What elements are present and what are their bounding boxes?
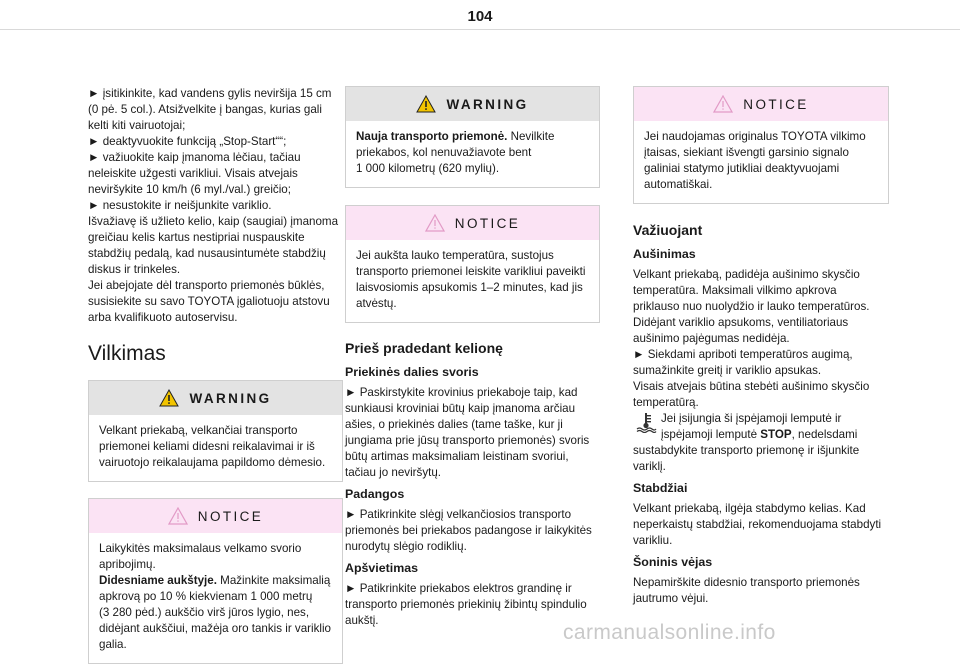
text-line: Jei abejojate dėl transporto priemonės būklės, — [88, 279, 325, 292]
column-2 — [345, 86, 600, 629]
notice-header — [89, 499, 342, 533]
notice-triangle-icon — [713, 95, 733, 113]
notice-triangle-icon — [168, 507, 188, 525]
text-line: automatiškai. — [644, 178, 713, 191]
text-line: varikliu. — [633, 534, 673, 547]
notice-box — [633, 86, 889, 204]
top-rule — [0, 29, 960, 30]
text-line: Velkant priekabą, velkančiai transporto — [99, 424, 298, 437]
text-line: ašies, o priekinės dalies (tame taške, kur ji — [345, 418, 563, 431]
text-line: sunkiausi kroviniai būtų kaip įmanoma arčiau — [345, 402, 576, 415]
text-line: (0 pė. 5 col.). Atsižvelkite į bangas, kurias gali — [88, 103, 322, 116]
text-line: Velkant priekabą, ilgėja stabdymo kelias. Kad — [633, 502, 866, 515]
text-line: priklauso nuo nuolydžio ir lauko temperatūros. — [633, 300, 870, 313]
text-line: Išvažiavę iš užlieto kelio, kaip (saugiai) įmanoma — [88, 215, 339, 228]
text-line: ► Patikrinkite slėgį velkančiosios transporto — [345, 508, 572, 521]
heading-before-trip: Prieš pradedant kelionę — [345, 340, 503, 356]
cooling-text — [633, 267, 889, 475]
warning-triangle-icon — [416, 95, 436, 113]
text-line: būtų artimas maksimaliam leistinam svoriui, — [345, 450, 569, 463]
text-line: laisvosiomis apsukomis 1–2 minutes, kad jis — [356, 281, 583, 294]
text-line: apkrovą po 10 % kiekvienam 1 000 metrų — [99, 590, 313, 603]
text-line: greičiau kelis kartus nestipriai nuspauskite — [88, 231, 305, 244]
heading-while-driving: Važiuojant — [633, 222, 703, 238]
text-line: transporto priemonei leiskite varikliui paveikti — [356, 265, 586, 278]
text-line: didėjant aukščiui, mažėja oro tankis ir variklio — [99, 622, 331, 635]
notice-box — [88, 498, 343, 664]
text-line: kelti kiti vairuotojai; — [88, 119, 186, 132]
text-line: Laikykitės maksimalaus velkamo svorio — [99, 542, 302, 555]
text-line: ► deaktyvuokite funkciją „Stop-Start““; — [88, 135, 287, 148]
text-line: temperatūra. Maksimali vilkimo apkrova — [633, 284, 837, 297]
text-line: (3 280 pėd.) aukščio virš jūros lygio, nes, — [99, 606, 310, 619]
warning-header — [346, 87, 599, 121]
page-number: 104 — [467, 8, 493, 25]
text-line: variklį. — [633, 460, 666, 473]
tyres-text — [345, 507, 600, 555]
warning-triangle-icon — [159, 389, 179, 407]
text-line: stabdžių pedalą, kad nusausintumėte stabdžių — [88, 247, 326, 260]
warning-body — [346, 121, 599, 187]
text-line: Jei įsijungia ši įspėjamoji lemputė ir — [661, 412, 842, 425]
watermark: carmanualsonline.info — [563, 621, 776, 644]
notice-header — [634, 87, 888, 121]
text-line: Velkant priekabą, padidėja aušinimo skysčio — [633, 268, 860, 281]
subheading-tongue-weight: Priekinės dalies svoris — [345, 365, 479, 379]
text-line: apribojimų. — [99, 558, 156, 571]
text-span: įspėjamoji lemputė — [661, 428, 761, 441]
crosswind-text — [633, 575, 889, 607]
text-line: neperkaistų stabdžiai, rekomenduojama stabdyti — [633, 518, 882, 531]
coolant-temperature-warning-icon — [635, 411, 657, 433]
text-line — [633, 427, 889, 443]
text-line: Visais atvejais būtina stebėti aušinimo skysčio — [633, 380, 870, 393]
text-line: neviršykite 10 km/h (6 myl./val.) greičio; — [88, 183, 291, 196]
text-line: galia. — [99, 638, 127, 651]
text-span: Nevilkite — [507, 130, 555, 143]
subheading-tyres: Padangos — [345, 487, 405, 501]
text-line: susisiekite su savo TOYOTA įgaliotuoju atstovu — [88, 295, 330, 308]
notice-title: NOTICE — [197, 508, 264, 524]
warning-title: WARNING — [189, 390, 272, 406]
section-title-towing: Vilkimas — [88, 342, 166, 365]
text-line: tačiau jo neviršytų. — [345, 466, 442, 479]
warning-body — [89, 415, 342, 481]
bold-lead: Nauja transporto priemonė. — [356, 130, 508, 143]
text-line — [99, 573, 332, 589]
column-3 — [633, 86, 889, 607]
stop-label: STOP — [760, 428, 792, 441]
text-line: temperatūrą. — [633, 396, 699, 409]
text-line: jautrumo vėjui. — [633, 592, 709, 605]
text-line: Jei naudojamas originalus TOYOTA vilkimo — [644, 130, 866, 143]
text-span: Mažinkite maksimalią — [216, 574, 331, 587]
text-line: 1 000 kilometrų (620 mylių). — [356, 162, 500, 175]
warning-box — [88, 380, 343, 482]
notice-body — [89, 533, 342, 663]
subheading-crosswind: Šoninis vėjas — [633, 555, 713, 569]
warning-title: WARNING — [446, 96, 529, 112]
intro-text — [88, 86, 343, 326]
notice-title: NOTICE — [454, 215, 521, 231]
text-line: aušinimo pajėgumas nedidėja. — [633, 332, 790, 345]
subheading-brakes: Stabdžiai — [633, 481, 688, 495]
tongue-weight-text — [345, 385, 600, 481]
text-line — [356, 129, 589, 145]
text-line: sustabdykite transporto priemonę ir išjunkite — [633, 444, 860, 457]
text-line: ► įsitikinkite, kad vandens gylis neviršija 15 cm — [88, 87, 332, 100]
text-line: atvėstų. — [356, 297, 397, 310]
text-line: ► Siekdami apriboti temperatūros augimą, — [633, 348, 853, 361]
text-line: įtaisas, siekiant išvengti garsinio signalo — [644, 146, 849, 159]
warning-header — [89, 381, 342, 415]
text-line: priekabos, kol nenuvažiavote bent — [356, 146, 532, 159]
column-1 — [88, 86, 343, 664]
text-line: Didėjant variklio apsukoms, ventiliatoriaus — [633, 316, 849, 329]
text-line: ► važiuokite kaip įmanoma lėčiau, tačiau — [88, 151, 301, 164]
notice-title: NOTICE — [743, 96, 809, 112]
text-line: galiniai statymo jutikliai deaktyvuojami — [644, 162, 840, 175]
text-line: ► Patikrinkite priekabos elektros grandinę ir — [345, 582, 572, 595]
notice-body — [346, 240, 599, 322]
bold-lead: Didesniame aukštyje. — [99, 574, 217, 587]
text-line: vairuotojo reikalaujama papildomo dėmesio. — [99, 456, 326, 469]
notice-box — [345, 205, 600, 323]
notice-triangle-icon — [425, 214, 445, 232]
brakes-text — [633, 501, 889, 549]
lighting-text — [345, 581, 600, 629]
text-line: ► nesustokite ir neišjunkite variklio. — [88, 199, 272, 212]
text-line: arba kvalifikuoto autoservisu. — [88, 311, 238, 324]
text-line: Jei aukšta lauko temperatūra, sustojus — [356, 249, 554, 262]
subheading-lighting: Apšvietimas — [345, 561, 419, 575]
coolant-warning-block — [633, 411, 889, 475]
text-line: aukštį. — [345, 614, 379, 627]
text-line: sumažinkite greitį ir variklio apsukas. — [633, 364, 822, 377]
text-line: nurodytų slėgio rodiklių. — [345, 540, 467, 553]
notice-header — [346, 206, 599, 240]
text-line: neleiskite užgesti varikliui. Visais atvejais — [88, 167, 298, 180]
text-line: diskus ir trinkeles. — [88, 263, 181, 276]
text-span: , nedelsdami — [791, 428, 858, 441]
text-line: transporto priemonės priekinių žibintų spindulio — [345, 598, 587, 611]
text-line: ► Paskirstykite krovinius priekaboje taip, kad — [345, 386, 578, 399]
text-line: jungiama prie jūsų transporto priemonės) svoris — [345, 434, 590, 447]
text-line: Nepamirškite didesnio transporto priemonės — [633, 576, 860, 589]
notice-body — [634, 121, 888, 203]
text-line: priemonei keliami didesni reikalavimai ir iš — [99, 440, 315, 453]
subheading-cooling: Aušinimas — [633, 247, 696, 261]
warning-box — [345, 86, 600, 188]
text-line: priemonės bei priekabos padangose ir laikykitės — [345, 524, 592, 537]
